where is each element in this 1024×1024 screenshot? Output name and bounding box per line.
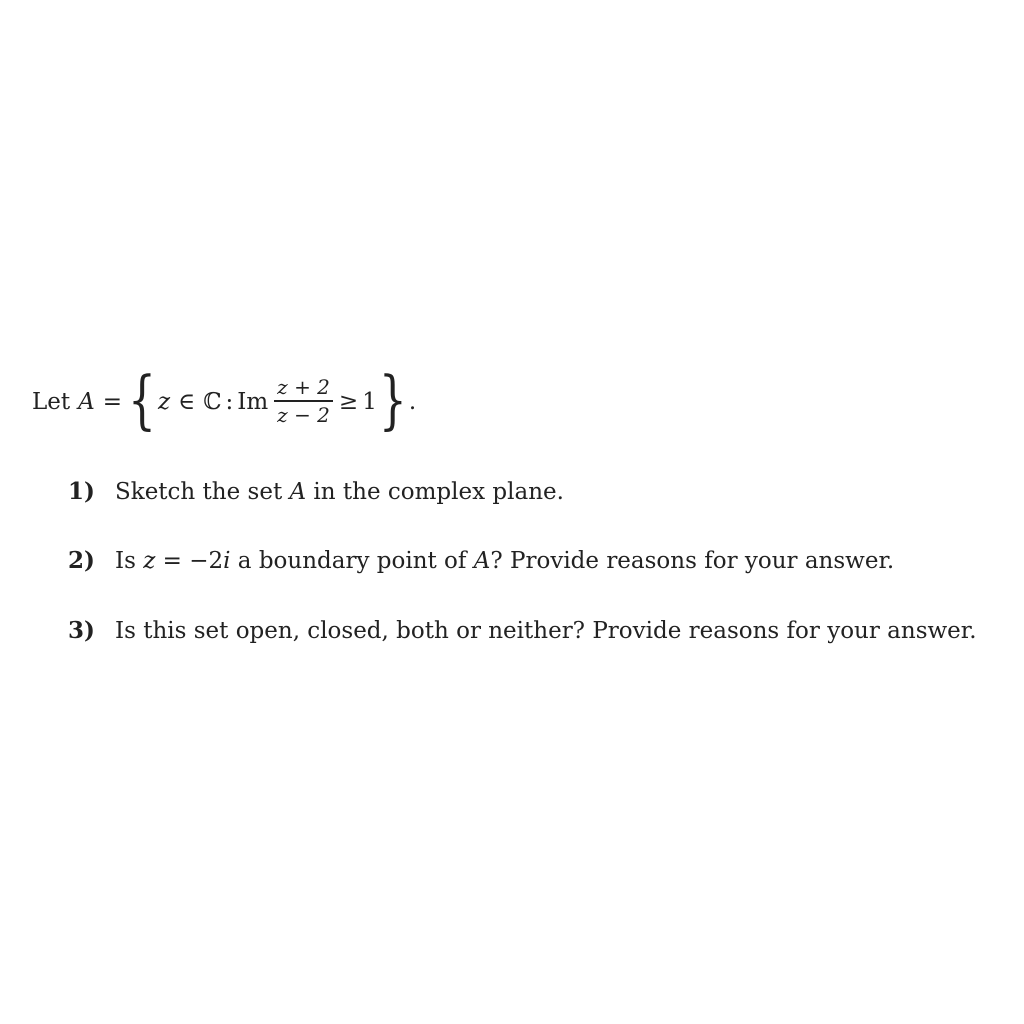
- question-number: 1): [68, 478, 95, 505]
- geq-symbol: ≥: [338, 389, 359, 415]
- definition-lead: Let: [32, 389, 71, 415]
- close-brace: }: [378, 363, 407, 438]
- question-text-part: Sketch the set: [115, 479, 290, 505]
- set-name: A: [78, 389, 95, 415]
- variable-z: z: [158, 389, 171, 415]
- complex-numbers-symbol: ℂ: [203, 389, 222, 415]
- question-number: 2): [68, 547, 95, 574]
- fraction: [274, 376, 333, 426]
- question-text-part: a boundary point of: [230, 548, 474, 574]
- im-operator: Im: [237, 389, 269, 415]
- fraction-denominator: z − 2: [277, 402, 330, 427]
- question-math: i: [223, 548, 231, 574]
- fraction-numerator: z + 2: [277, 375, 330, 400]
- definition-period: .: [408, 389, 417, 415]
- open-brace: {: [128, 363, 157, 438]
- question-text: [115, 548, 894, 574]
- colon: :: [225, 389, 234, 415]
- equals-sign: =: [102, 389, 123, 415]
- question-1: [68, 478, 564, 505]
- question-math: z: [143, 548, 156, 574]
- set-definition: [32, 362, 416, 442]
- question-2: [68, 547, 894, 574]
- question-text-part: Is: [115, 548, 144, 574]
- rhs-value: 1: [362, 389, 377, 415]
- question-3: [68, 617, 977, 644]
- question-math: A: [289, 479, 307, 505]
- question-text: [115, 479, 564, 505]
- question-text: Is this set open, closed, both or neither? Provide reasons for your answer.: [115, 618, 977, 644]
- question-text-part: = −2: [155, 548, 224, 574]
- question-text-part: in the complex plane.: [306, 479, 564, 505]
- fraction-bar: [274, 400, 333, 402]
- element-of-symbol: ∈: [178, 389, 196, 415]
- question-math: A: [473, 548, 491, 574]
- question-number: 3): [68, 617, 95, 644]
- question-text-part: ? Provide reasons for your answer.: [490, 548, 895, 574]
